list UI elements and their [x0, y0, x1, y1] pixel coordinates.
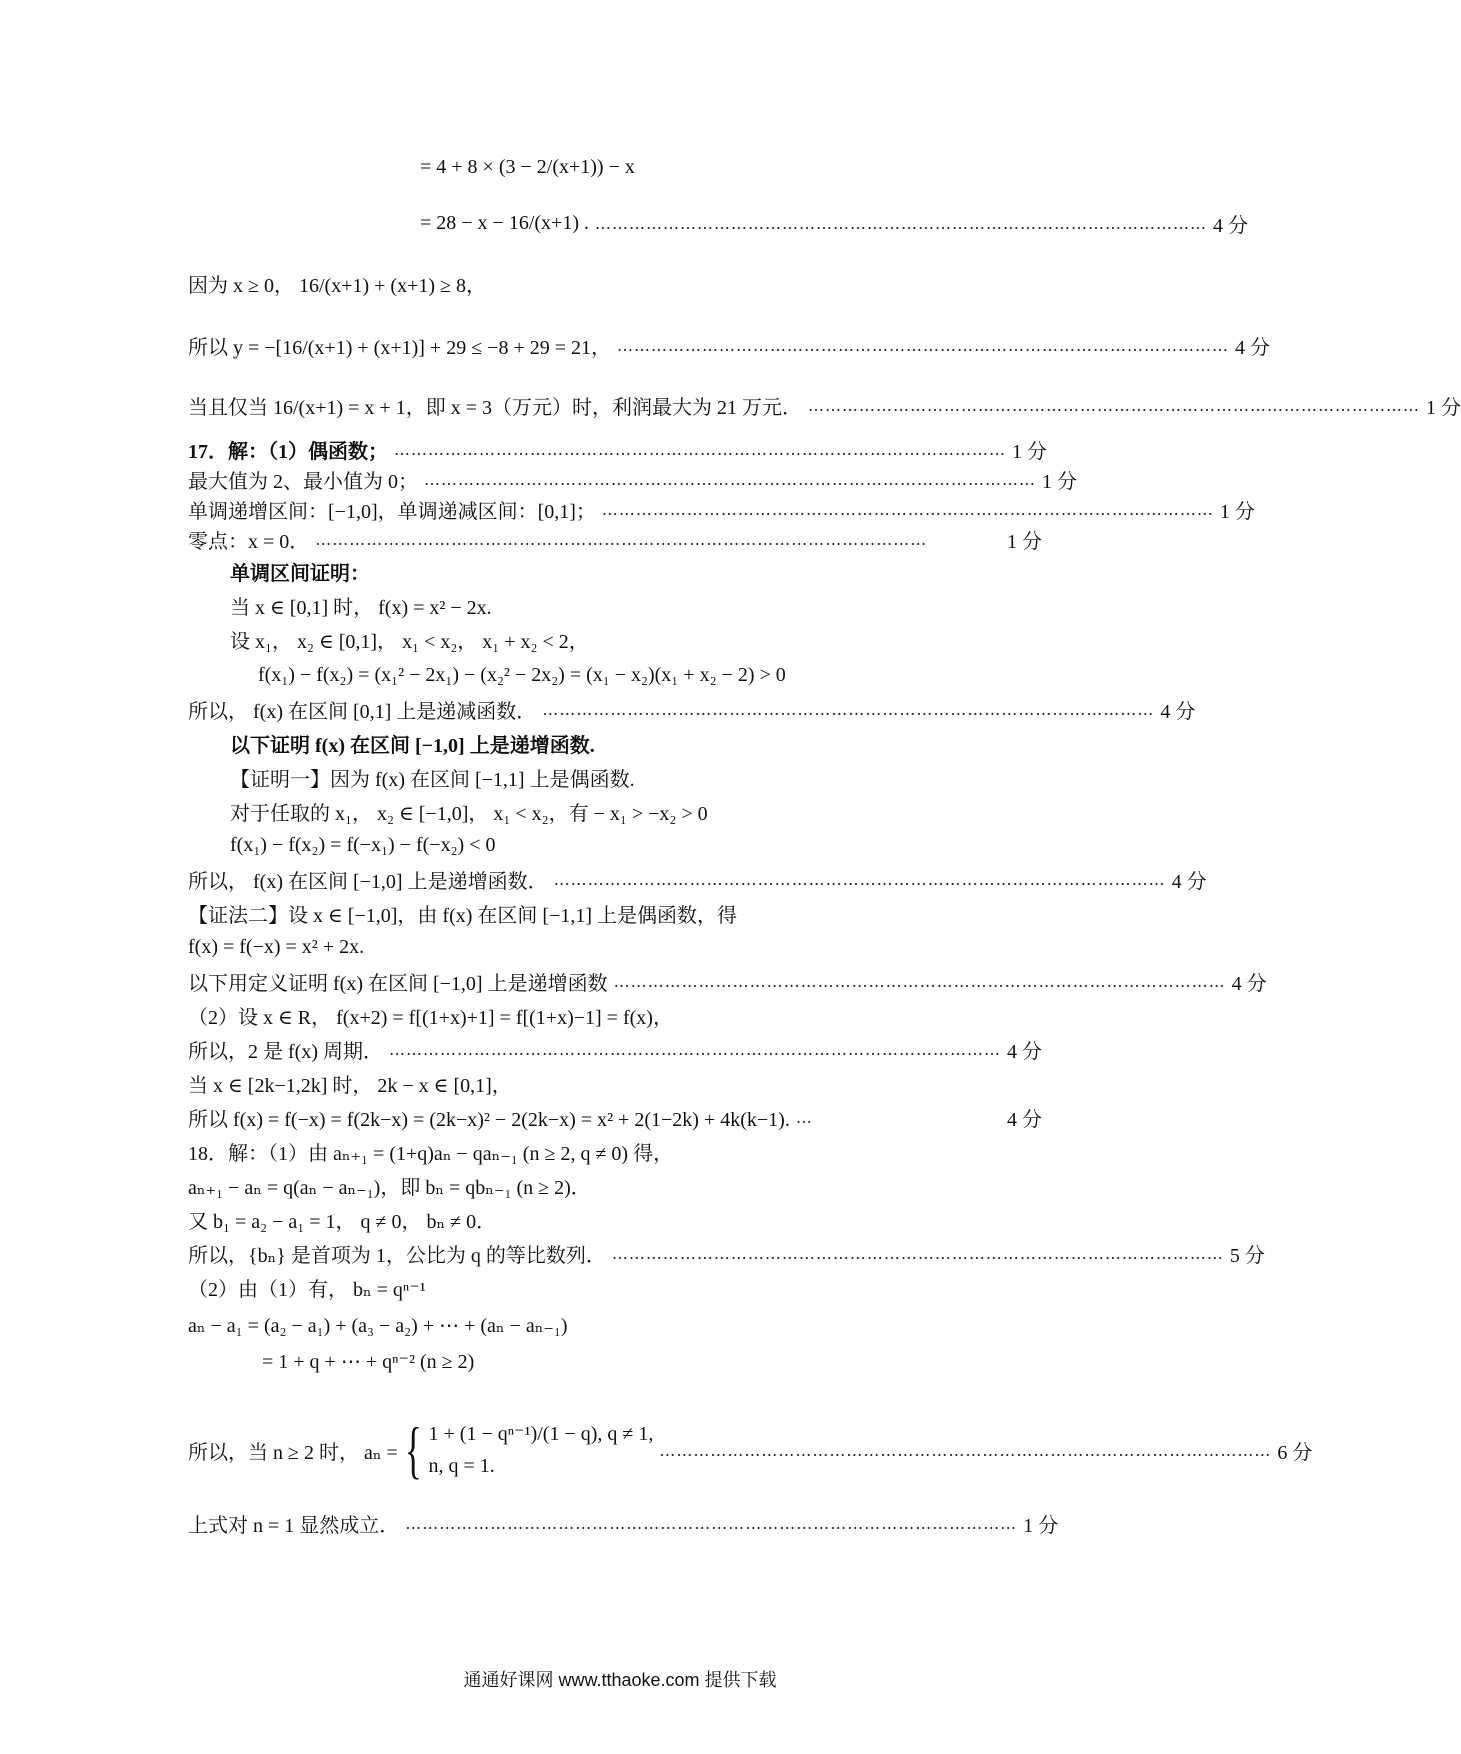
- score-label: 4 分: [1171, 870, 1207, 893]
- leader-dots: ………………………………………………………………………………………………: [424, 469, 1036, 489]
- solution-line: [188, 1102, 1042, 1132]
- solution-line: [188, 1034, 1042, 1064]
- solution-line: [262, 1346, 1042, 1376]
- line-text: f(x) = f(−x) = x² + 2x.: [188, 935, 365, 958]
- leader-dots: ………………………………………………………………………………………………: [601, 499, 1214, 519]
- solution-line: [230, 556, 1042, 586]
- solution-line: [188, 524, 1042, 554]
- line-text: 当 x ∈ [0,1] 时， f(x) = x² − 2x.: [230, 596, 492, 619]
- solution-line: [188, 1238, 1265, 1268]
- solution-line: [188, 1136, 1042, 1166]
- solution-line: [230, 830, 1042, 860]
- leader-dots: ………………………………………………………………………………………………: [405, 1513, 1018, 1533]
- piecewise-cases: [429, 1418, 654, 1482]
- line-text: 因为 x ≥ 0， 16/(x+1) + (x+1) ≥ 8，: [188, 274, 486, 297]
- piecewise-case-2: n, q = 1.: [428, 1455, 495, 1477]
- line-text: 单调区间证明：: [230, 562, 370, 585]
- leader-dots: ………………………………………………………………………………………………: [315, 529, 928, 549]
- line-text: aₙ − a₁ = (a₂ − a₁) + (a₃ − a₂) + ⋯ + (aₙ − aₙ₋₁): [188, 1314, 568, 1337]
- line-text: 上式对 n = 1 显然成立．: [188, 1514, 400, 1537]
- solution-line: [188, 330, 1271, 360]
- score-label: 1 分: [1007, 530, 1042, 553]
- leader-dots: ………………………………………………………………………………………………: [611, 1243, 1224, 1263]
- solution-line: [188, 1000, 1042, 1030]
- line-text: = 1 + q + ⋯ + qⁿ⁻² (n ≥ 2): [262, 1350, 475, 1373]
- left-brace: {: [404, 1414, 422, 1485]
- line-text: （2）由（1）有， bₙ = qⁿ⁻¹: [188, 1278, 426, 1301]
- line-text: aₙ₊₁ − aₙ = q(aₙ − aₙ₋₁)，即 bₙ = qbₙ₋₁ (n ≥ 2)．: [188, 1176, 591, 1199]
- solution-line: [230, 762, 1042, 792]
- score-label: 4 分: [1007, 1040, 1042, 1063]
- leader-dots: ………………………………………………………………………………………………: [542, 699, 1155, 719]
- solution-line: [188, 390, 1461, 420]
- solution-line: [188, 268, 1042, 298]
- line-text: 当 x ∈ [2k−1,2k] 时， 2k − x ∈ [0,1]，: [188, 1074, 512, 1097]
- solution-line: [230, 728, 1042, 758]
- leader-dots: ………………………………………………………………………………………………: [394, 439, 1006, 459]
- solution-line: [230, 590, 1042, 620]
- solution-line: [188, 1068, 1042, 1098]
- line-text: 最大值为 2、最小值为 0；: [188, 470, 418, 493]
- line-text: 又 b₁ = a₂ − a₁ = 1， q ≠ 0， bₙ ≠ 0．: [188, 1210, 497, 1233]
- solution-line: [188, 932, 1042, 962]
- line-text: 所以 f(x) = f(−x) = f(2k−x) = (2k−x)² − 2(2k−x) = x² + 2(1−2k) + 4k(k−1).: [188, 1108, 790, 1131]
- solution-line: [188, 1170, 1042, 1200]
- leader-dots: ………………………………………………………………………………………………: [808, 395, 1420, 415]
- line-text: 所以， f(x) 在区间 [0,1] 上是递减函数．: [188, 700, 537, 723]
- line-text: 所以，{bₙ} 是首项为 1，公比为 q 的等比数列．: [188, 1244, 606, 1267]
- score-label: 1 分: [1023, 1514, 1059, 1537]
- line-text: （2）设 x ∈ R， f(x+2) = f[(1+x)+1] = f[(1+x)−1] = f(x)，: [188, 1006, 673, 1029]
- leader-dots: …: [795, 1107, 813, 1127]
- score-label: 4 分: [1235, 336, 1271, 359]
- solution-line: [188, 898, 1042, 928]
- solution-line: [230, 624, 1042, 654]
- score-label: 6 分: [1277, 1441, 1313, 1464]
- leader-dots: ………………………………………………………………………………………………: [595, 213, 1207, 233]
- line-text: 所以 y = −[16/(x+1) + (x+1)] + 29 ≤ −8 + 29 = 21，: [188, 336, 612, 359]
- line-text: 以下证明 f(x) 在区间 [−1,0] 上是递增函数.: [230, 734, 595, 757]
- solution-line: [188, 434, 1047, 464]
- solution-line: [188, 494, 1255, 524]
- solution-line: [188, 464, 1077, 494]
- solution-line: [188, 1204, 1042, 1234]
- line-text: 18．解：（1）由 aₙ₊₁ = (1+q)aₙ − qaₙ₋₁ (n ≥ 2, q ≠ 0) 得，: [188, 1142, 674, 1165]
- score-label: 1 分: [1426, 396, 1461, 419]
- score-label: 4 分: [1160, 700, 1196, 723]
- line-text: = 4 + 8 × (3 − 2/(x+1)) − x: [420, 155, 635, 178]
- score-label: 1 分: [1042, 470, 1077, 493]
- solution-line: [258, 660, 1042, 690]
- line-text: 【证法二】设 x ∈ [−1,0]，由 f(x) 在区间 [−1,1] 上是偶函数，得: [188, 904, 737, 927]
- solution-line: [188, 864, 1207, 894]
- solution-line: [188, 694, 1196, 724]
- line-text: 所以， f(x) 在区间 [−1,0] 上是递增函数．: [188, 870, 548, 893]
- solution-line: [188, 1400, 1313, 1500]
- line-text: 17．解：（1）偶函数；: [188, 440, 388, 463]
- line-text: 以下用定义证明 f(x) 在区间 [−1,0] 上是递增函数: [188, 972, 608, 995]
- solution-line: [188, 1272, 1042, 1302]
- line-text: 所以，当 n ≥ 2 时， aₙ =: [188, 1441, 398, 1464]
- leader-dots: ………………………………………………………………………………………………: [659, 1440, 1272, 1460]
- line-text: 零点：x = 0．: [188, 530, 310, 553]
- page-footer: 通通好课网 www.tthaoke.com 提供下载: [463, 1670, 777, 1690]
- solution-line: [420, 152, 1042, 182]
- line-text: = 28 − x − 16/(x+1) .: [420, 211, 589, 234]
- score-label: 4 分: [1213, 214, 1248, 237]
- line-text: 【证明一】因为 f(x) 在区间 [−1,1] 上是偶函数.: [230, 768, 635, 791]
- line-text: 单调递增区间：[−1,0]，单调递减区间：[0,1]；: [188, 500, 596, 523]
- line-text: f(x₁) − f(x₂) = (x₁² − 2x₁) − (x₂² − 2x₂) = (x₁ − x₂)(x₁ + x₂ − 2) > 0: [258, 663, 786, 686]
- solution-line: [188, 1310, 1042, 1340]
- piecewise-case-1: 1 + (1 − qⁿ⁻¹)/(1 − q), q ≠ 1,: [428, 1423, 654, 1445]
- score-label: 1 分: [1219, 500, 1255, 523]
- solution-line: [188, 966, 1267, 996]
- solution-line: [420, 208, 1248, 238]
- leader-dots: ………………………………………………………………………………………………: [553, 869, 1166, 889]
- leader-dots: ………………………………………………………………………………………………: [388, 1039, 1001, 1059]
- line-text: 所以，2 是 f(x) 周期．: [188, 1040, 383, 1063]
- line-text: 设 x₁， x₂ ∈ [0,1]， x₁ < x₂， x₁ + x₂ < 2，: [230, 630, 589, 653]
- leader-dots: ………………………………………………………………………………………………: [617, 335, 1230, 355]
- solution-line: [188, 1508, 1059, 1538]
- line-text: f(x₁) − f(x₂) = f(−x₁) − f(−x₂) < 0: [230, 833, 496, 856]
- score-label: 4 分: [1007, 1108, 1042, 1131]
- line-text: 对于任取的 x₁， x₂ ∈ [−1,0]， x₁ < x₂，有 − x₁ > −x₂ > 0: [230, 802, 708, 825]
- score-label: 1 分: [1012, 440, 1047, 463]
- line-text: 当且仅当 16/(x+1) = x + 1，即 x = 3（万元）时，利润最大为 21 万元．: [188, 396, 802, 419]
- score-label: 5 分: [1229, 1244, 1265, 1267]
- solution-line: [230, 796, 1042, 826]
- score-label: 4 分: [1231, 972, 1267, 995]
- leader-dots: ………………………………………………………………………………………………: [613, 971, 1226, 991]
